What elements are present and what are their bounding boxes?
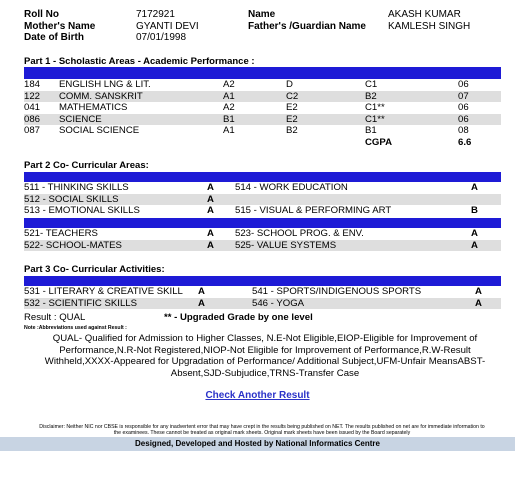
grade-right: A — [471, 228, 478, 239]
activity-row — [24, 194, 501, 206]
activity-right: 514 - WORK EDUCATION — [235, 182, 348, 193]
part3-title: Part 3 Co- Curricular Activities: — [24, 264, 165, 275]
grade-point: 06 — [458, 113, 469, 125]
activity-left: 521- TEACHERS — [24, 228, 98, 239]
grade-2: D — [286, 79, 293, 90]
subject-row — [24, 125, 501, 137]
dob-label: Date of Birth — [24, 32, 84, 43]
footer-credit: Designed, Developed and Hosted by National Informatics Centre — [0, 437, 515, 451]
part3-header-bar — [24, 276, 501, 286]
subject-code: 086 — [24, 113, 41, 125]
grade-left: A — [207, 182, 214, 193]
part1-table — [24, 79, 501, 149]
activity-right: 546 - YOGA — [252, 297, 305, 309]
subject-row — [24, 114, 501, 126]
name-value: AKASH KUMAR — [388, 9, 461, 20]
subject-name: COMM. SANSKRIT — [59, 90, 143, 102]
grade-1: A2 — [223, 102, 235, 114]
part2-header-bar-2 — [24, 218, 501, 228]
part2-title: Part 2 Co- Curricular Areas: — [24, 160, 149, 171]
activity-left: 513 - EMOTIONAL SKILLS — [24, 205, 140, 217]
subject-name: SOCIAL SCIENCE — [59, 125, 140, 137]
grade-3: B1 — [365, 125, 377, 137]
roll-label: Roll No — [24, 9, 59, 20]
dob-value: 07/01/1998 — [136, 32, 187, 43]
subject-name: MATHEMATICS — [59, 102, 128, 114]
grade-1: A1 — [223, 125, 235, 137]
activity-right: 541 - SPORTS/INDIGENOUS SPORTS — [252, 286, 422, 297]
activity-row — [24, 240, 501, 252]
grade-1: A2 — [223, 79, 235, 90]
grade-right: A — [471, 239, 478, 251]
subject-code: 041 — [24, 102, 41, 114]
grade-right: A — [475, 286, 482, 297]
part2-table-a — [24, 182, 501, 217]
grade-right: B — [471, 205, 478, 217]
grade-point: 06 — [458, 79, 469, 90]
upgrade-note: ** - Upgraded Grade by one level — [164, 312, 313, 323]
activity-left: 511 - THINKING SKILLS — [24, 182, 129, 193]
activity-right: 523- SCHOOL PROG. & ENV. — [235, 228, 364, 239]
activity-row — [24, 286, 501, 298]
activity-right: 515 - VISUAL & PERFORMING ART — [235, 205, 392, 217]
cgpa-row — [24, 137, 501, 149]
grade-2: E2 — [286, 102, 298, 114]
roll-value: 7172921 — [136, 9, 175, 20]
grade-2: B2 — [286, 125, 298, 137]
grade-right: A — [475, 297, 482, 309]
disclaimer: Disclaimer: Neither NIC nor CBSE is responsible for any inadvertent error that may have crept in the results being published on NET. The results published on net are for immediate information to the examinees. These cannot be treated as original mark sheets. Original mark sheets have been issued by the Board separately — [39, 424, 485, 436]
subject-row — [24, 102, 501, 114]
subject-name: ENGLISH LNG & LIT. — [59, 79, 151, 90]
mother-label: Mother's Name — [24, 20, 96, 32]
notes-heading: Note :Abbreviations used against Result : — [24, 325, 127, 331]
part1-title: Part 1 - Scholastic Areas - Academic Performance : — [24, 56, 255, 67]
grade-3: C1** — [365, 102, 385, 114]
subject-code: 122 — [24, 90, 41, 102]
grade-left: A — [198, 286, 205, 297]
part2-table-b — [24, 228, 501, 251]
result-label: Result : QUAL — [24, 312, 86, 323]
subject-row — [24, 91, 501, 103]
cgpa-label: CGPA — [365, 136, 393, 148]
grade-3: C1** — [365, 113, 385, 125]
activity-left: 532 - SCIENTIFIC SKILLS — [24, 297, 138, 309]
grade-left: A — [207, 205, 214, 217]
name-label: Name — [248, 9, 276, 20]
part1-header-bar — [24, 67, 501, 79]
activity-row — [24, 228, 501, 240]
grade-2: C2 — [286, 90, 299, 102]
check-another-result-link[interactable]: Check Another Result — [205, 390, 310, 401]
mother-value: GYANTI DEVI — [136, 20, 199, 32]
grade-point: 07 — [458, 90, 469, 102]
part2-header-bar — [24, 172, 501, 182]
grade-point: 06 — [458, 102, 469, 114]
grade-right: A — [471, 182, 478, 193]
activity-left: 512 - SOCIAL SKILLS — [24, 193, 119, 205]
subject-row — [24, 79, 501, 91]
grade-left: A — [207, 193, 214, 205]
cgpa-value: 6.6 — [458, 136, 472, 148]
activity-row — [24, 298, 501, 310]
student-info — [24, 9, 494, 44]
activity-row — [24, 205, 501, 217]
subject-code: 184 — [24, 79, 41, 90]
activity-left: 522- SCHOOL-MATES — [24, 239, 122, 251]
activity-right: 525- VALUE SYSTEMS — [235, 239, 337, 251]
grade-1: A1 — [223, 90, 235, 102]
grade-point: 08 — [458, 125, 469, 137]
activity-left: 531 - LITERARY & CREATIVE SKILL — [24, 286, 183, 297]
grade-left: A — [207, 239, 214, 251]
grade-1: B1 — [223, 113, 235, 125]
abbreviations-text: QUAL- Qualified for Admission to Higher Classes, N.E-Not Eligible,EIOP-Eligible for Improvement of Performance,N.R-Not Registered,NIOP-Not Eligible for Improvement of Performance,R.W-Result Withheld,XXXX-Appeared for Upgradation of Performance/ Additional Subject,UFM-Unfair MeansABST-Absent,SJD-Subjudice,TRNS-Transfer Case — [44, 333, 486, 379]
father-label: Father's /Guardian Name — [248, 20, 366, 32]
grade-3: C1 — [365, 79, 378, 90]
activity-row — [24, 182, 501, 194]
part3-table — [24, 286, 501, 309]
grade-left: A — [198, 297, 205, 309]
subject-code: 087 — [24, 125, 41, 137]
subject-name: SCIENCE — [59, 113, 102, 125]
grade-left: A — [207, 228, 214, 239]
grade-3: B2 — [365, 90, 377, 102]
grade-2: E2 — [286, 113, 298, 125]
father-value: KAMLESH SINGH — [388, 20, 471, 32]
